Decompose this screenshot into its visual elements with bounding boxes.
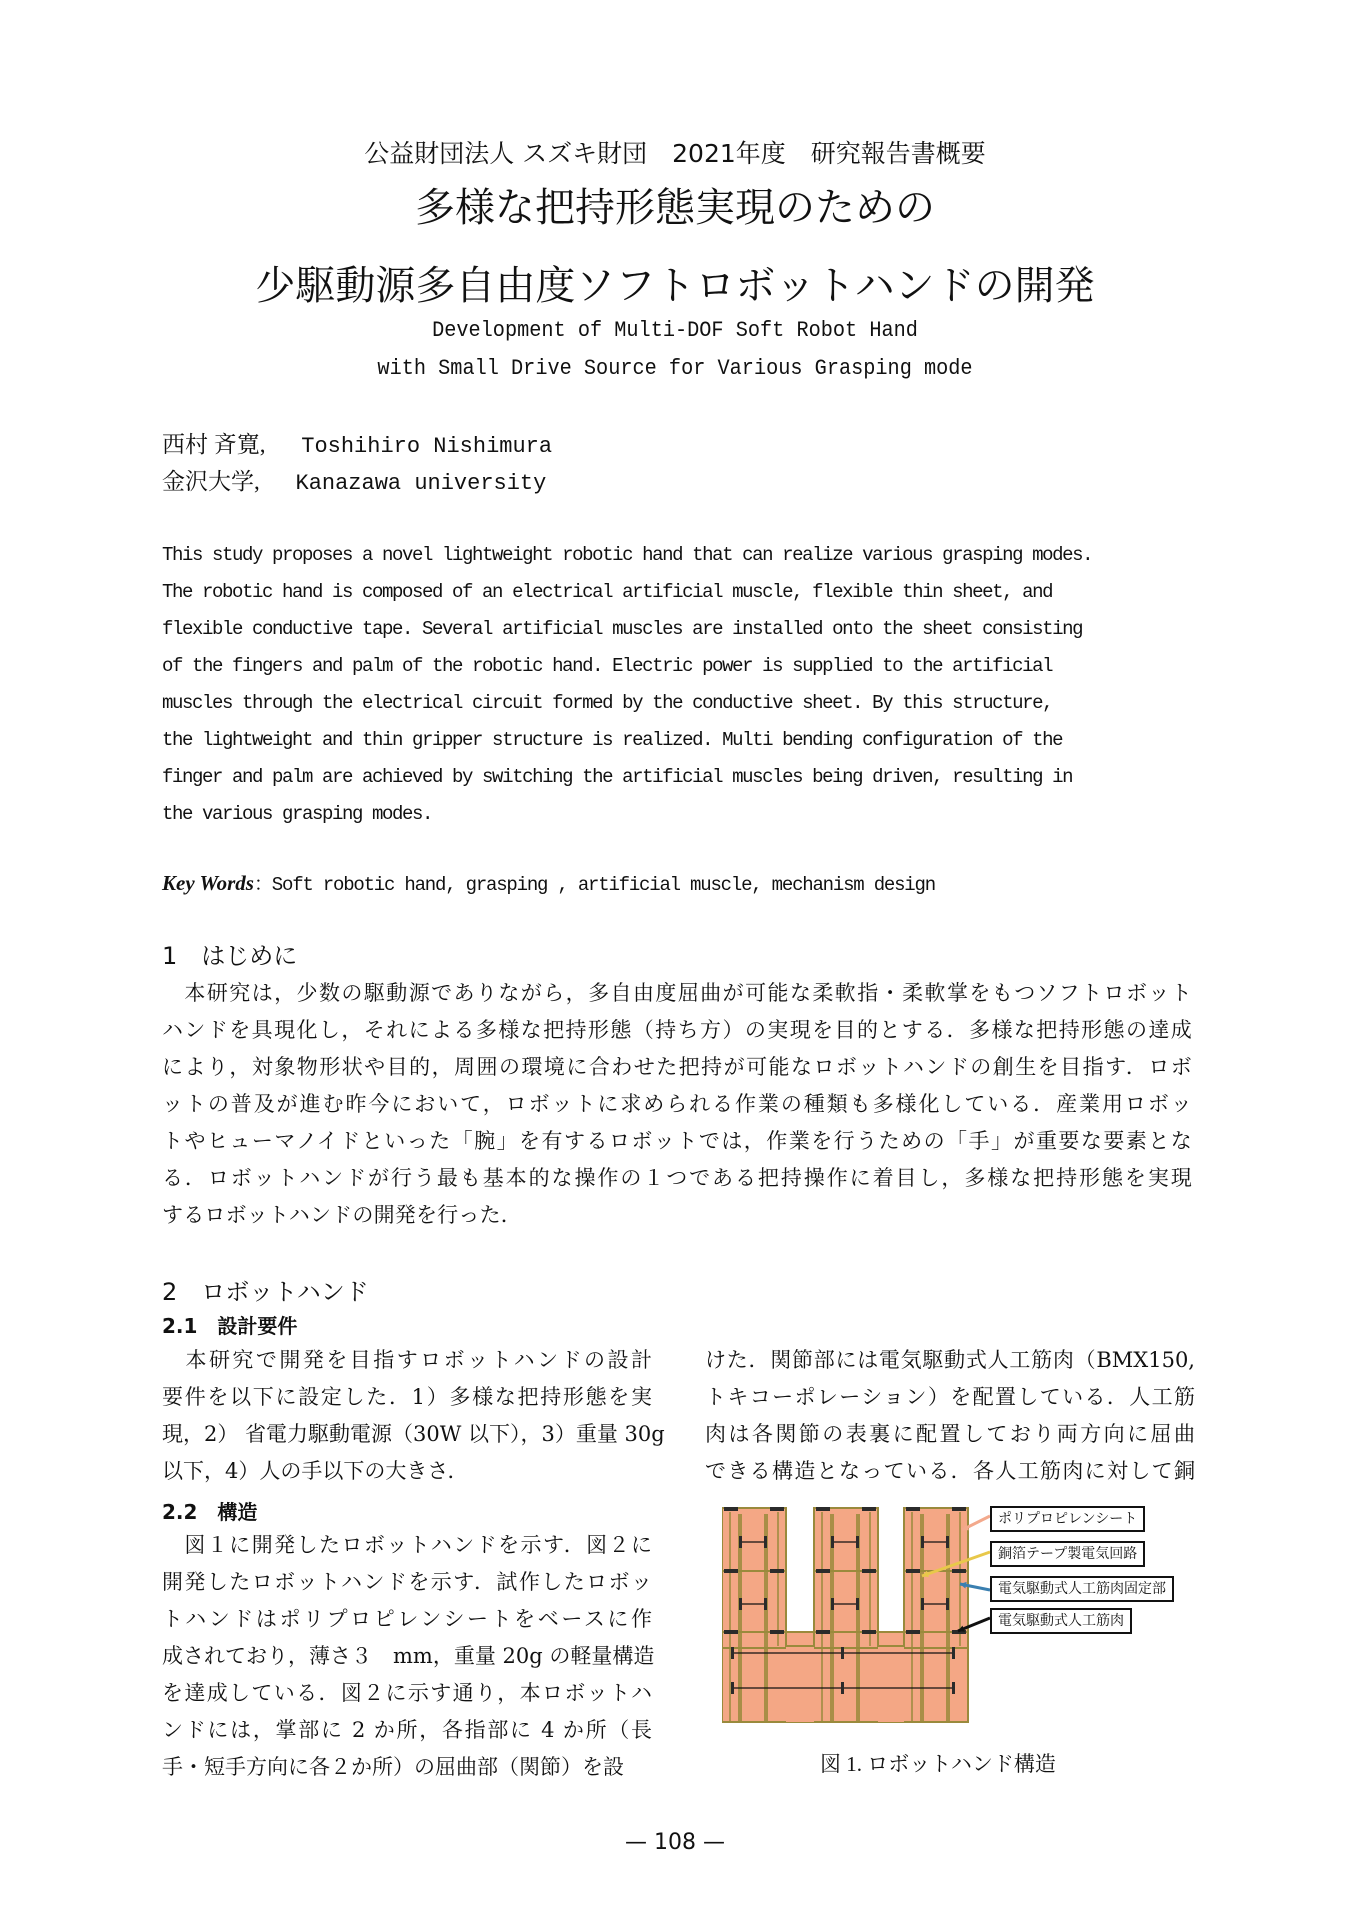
keywords-label: Key Words	[162, 871, 254, 895]
report-header: 公益財団法人 スズキ財団 2021年度 研究報告書概要	[364, 139, 986, 168]
body-line: 現，2） 省電力駆動電源（30W 以下），3）重量 30g	[162, 1422, 665, 1446]
muscle-end	[841, 1647, 844, 1659]
section1-body	[162, 975, 1192, 1234]
muscle-end	[764, 1598, 767, 1610]
muscle-fixture	[724, 1569, 738, 1573]
body-line: 以下，4）人の手以下の大きさ．	[162, 1459, 469, 1483]
palm-segment	[786, 1646, 814, 1722]
muscle-fixture	[770, 1630, 784, 1634]
title-en-line1: Development of Multi-DOF Soft Robot Hand	[432, 318, 918, 343]
subsection-2-1-body	[162, 1342, 665, 1490]
body-line: できる構造となっている．各人工筋肉に対して銅	[705, 1459, 1195, 1483]
author-name-jp: 西村 斉寛,	[162, 432, 266, 457]
muscle-fixture	[770, 1507, 784, 1511]
body-line: 成されており，薄さ３ mm，重量 20g の軽量構造	[162, 1644, 655, 1668]
figure-1	[722, 1506, 1202, 1726]
muscle-end	[841, 1682, 844, 1694]
subsection-2-2-heading: 2.2 構造	[162, 1500, 258, 1524]
muscle-fixture	[906, 1630, 920, 1634]
label-artificial-muscle: 電気駆動式人工筋肉	[990, 1608, 1132, 1634]
muscle-fixture	[724, 1507, 738, 1511]
title-jp-line1: 多様な把持形態実現のための	[415, 185, 935, 231]
body-line: 要件を以下に設定した．1）多様な把持形態を実	[162, 1385, 652, 1409]
label-copper-tape-circuit: 銅箔テープ製電気回路	[990, 1541, 1145, 1567]
affiliation-jp: 金沢大学,	[162, 469, 260, 494]
muscle-fixture	[816, 1569, 830, 1573]
muscle-fixture	[952, 1569, 966, 1573]
muscle-fixture	[816, 1630, 830, 1634]
body-line: ハンドを具現化し，それによる多様な把持形態（持ち方）の実現を目的とする．多様な把持形態の達成	[162, 1018, 1192, 1042]
abstract-line: of the fingers and palm of the robotic hand. Electric power is supplied to the artificial	[162, 655, 1053, 677]
page-number: — 108 —	[625, 1830, 725, 1855]
subsection-2-1-heading: 2.1 設計要件	[162, 1314, 298, 1338]
label-muscle-fixture: 電気駆動式人工筋肉固定部	[990, 1576, 1174, 1602]
muscle-fixture	[952, 1507, 966, 1511]
body-line: 図１に開発したロボットハンドを示す．図２に	[162, 1533, 652, 1557]
muscle-end	[946, 1598, 949, 1610]
right-column-body	[705, 1342, 1195, 1490]
muscle-end	[921, 1536, 924, 1548]
affiliation-en: Kanazawa university	[295, 471, 547, 496]
muscle-end	[952, 1647, 955, 1659]
body-line: 手・短手方向に各２か所）の屈曲部（関節）を設	[162, 1755, 624, 1779]
body-line: トハンドはポリプロピレンシートをベースに作	[162, 1607, 652, 1631]
finger-1	[722, 1508, 786, 1648]
muscle-end	[831, 1598, 834, 1610]
body-line: により，対象物形状や目的，周囲の環境に合わせた把持が可能なロボットハンドの創生を目指す．ロボ	[162, 1055, 1192, 1079]
muscle-end	[739, 1598, 742, 1610]
muscle-end	[731, 1647, 734, 1659]
section2-heading: 2 ロボットハンド	[162, 1278, 369, 1306]
muscle-end	[764, 1536, 767, 1548]
muscle-fixture	[906, 1569, 920, 1573]
muscle-fixture	[770, 1569, 784, 1573]
muscle-end	[731, 1682, 734, 1694]
title-jp-line2: 少駆動源多自由度ソフトロボットハンドの開発	[255, 263, 1095, 309]
body-line: ンドには，掌部に 2 か所，各指部に 4 か所（長	[162, 1718, 652, 1742]
muscle-fixture	[724, 1630, 738, 1634]
keywords	[162, 869, 935, 896]
affiliation-line	[162, 463, 546, 496]
muscle-end	[831, 1536, 834, 1548]
abstract-line: flexible conductive tape. Several artificial muscles are installed onto the sheet consisting	[162, 618, 1083, 640]
body-line: 本研究は，少数の駆動源でありながら，多自由度屈曲が可能な柔軟指・柔軟掌をもつソフトロボット	[162, 981, 1192, 1005]
body-line: するロボットハンドの開発を行った．	[162, 1203, 522, 1227]
body-line: る．ロボットハンドが行う最も基本的な操作の１つである把持操作に着目し，多様な把持形態を実現	[162, 1166, 1192, 1190]
abstract-line: muscles through the electrical circuit formed by the conductive sheet. By this structure,	[162, 692, 1053, 714]
author-line	[162, 426, 552, 459]
abstract-line: the lightweight and thin gripper structure is realized. Multi bending configuration of the	[162, 729, 1063, 751]
finger-2	[814, 1508, 878, 1648]
palm-segment	[878, 1646, 904, 1722]
muscle-end	[946, 1536, 949, 1548]
body-line: 本研究で開発を目指すロボットハンドの設計	[162, 1348, 652, 1372]
muscle-end	[952, 1682, 955, 1694]
muscle-end	[739, 1536, 742, 1548]
abstract	[162, 537, 1192, 833]
muscle-fixture	[862, 1569, 876, 1573]
body-line: を達成している．図２に示す通り，本ロボットハ	[162, 1681, 652, 1705]
body-line: けた．関節部には電気駆動式人工筋肉（BMX150,	[705, 1348, 1195, 1372]
muscle-fixture	[816, 1507, 830, 1511]
abstract-line: finger and palm are achieved by switching the artificial muscles being driven, resulting in	[162, 766, 1073, 788]
body-line: トやヒューマノイドといった「腕」を有するロボットでは，作業を行うための「手」が重要な要素とな	[162, 1129, 1192, 1153]
muscle-fixture	[862, 1630, 876, 1634]
title-en-line2: with Small Drive Source for Various Grasping mode	[377, 356, 973, 381]
body-line: 開発したロボットハンドを示す．試作したロボッ	[162, 1570, 652, 1594]
muscle-end	[921, 1598, 924, 1610]
body-line: 肉は各関節の表裏に配置しており両方向に屈曲	[705, 1422, 1195, 1446]
abstract-line: This study proposes a novel lightweight robotic hand that can realize various grasping modes.	[162, 544, 1093, 566]
figure-1-caption: 図 1. ロボットハンド構造	[820, 1752, 1056, 1776]
abstract-line: The robotic hand is composed of an electrical artificial muscle, flexible thin sheet, and	[162, 581, 1053, 603]
muscle-end	[856, 1598, 859, 1610]
muscle-fixture	[862, 1507, 876, 1511]
body-line: トキコーポレーション）を配置している．人工筋	[705, 1385, 1195, 1409]
keywords-text: ：Soft robotic hand, grasping , artificial muscle, mechanism design	[253, 874, 935, 896]
section1-heading: 1 はじめに	[162, 942, 298, 970]
author-name-en: Toshihiro Nishimura	[301, 434, 553, 459]
label-polypropylene-sheet: ポリプロピレンシート	[990, 1506, 1145, 1532]
abstract-line: the various grasping modes.	[162, 803, 433, 825]
muscle-fixture	[906, 1507, 920, 1511]
subsection-2-2-body	[162, 1527, 655, 1786]
muscle-end	[856, 1536, 859, 1548]
finger-3	[904, 1508, 968, 1648]
body-line: ットの普及が進む昨今において，ロボットに求められる作業の種類も多様化している．産業用ロボッ	[162, 1092, 1192, 1116]
